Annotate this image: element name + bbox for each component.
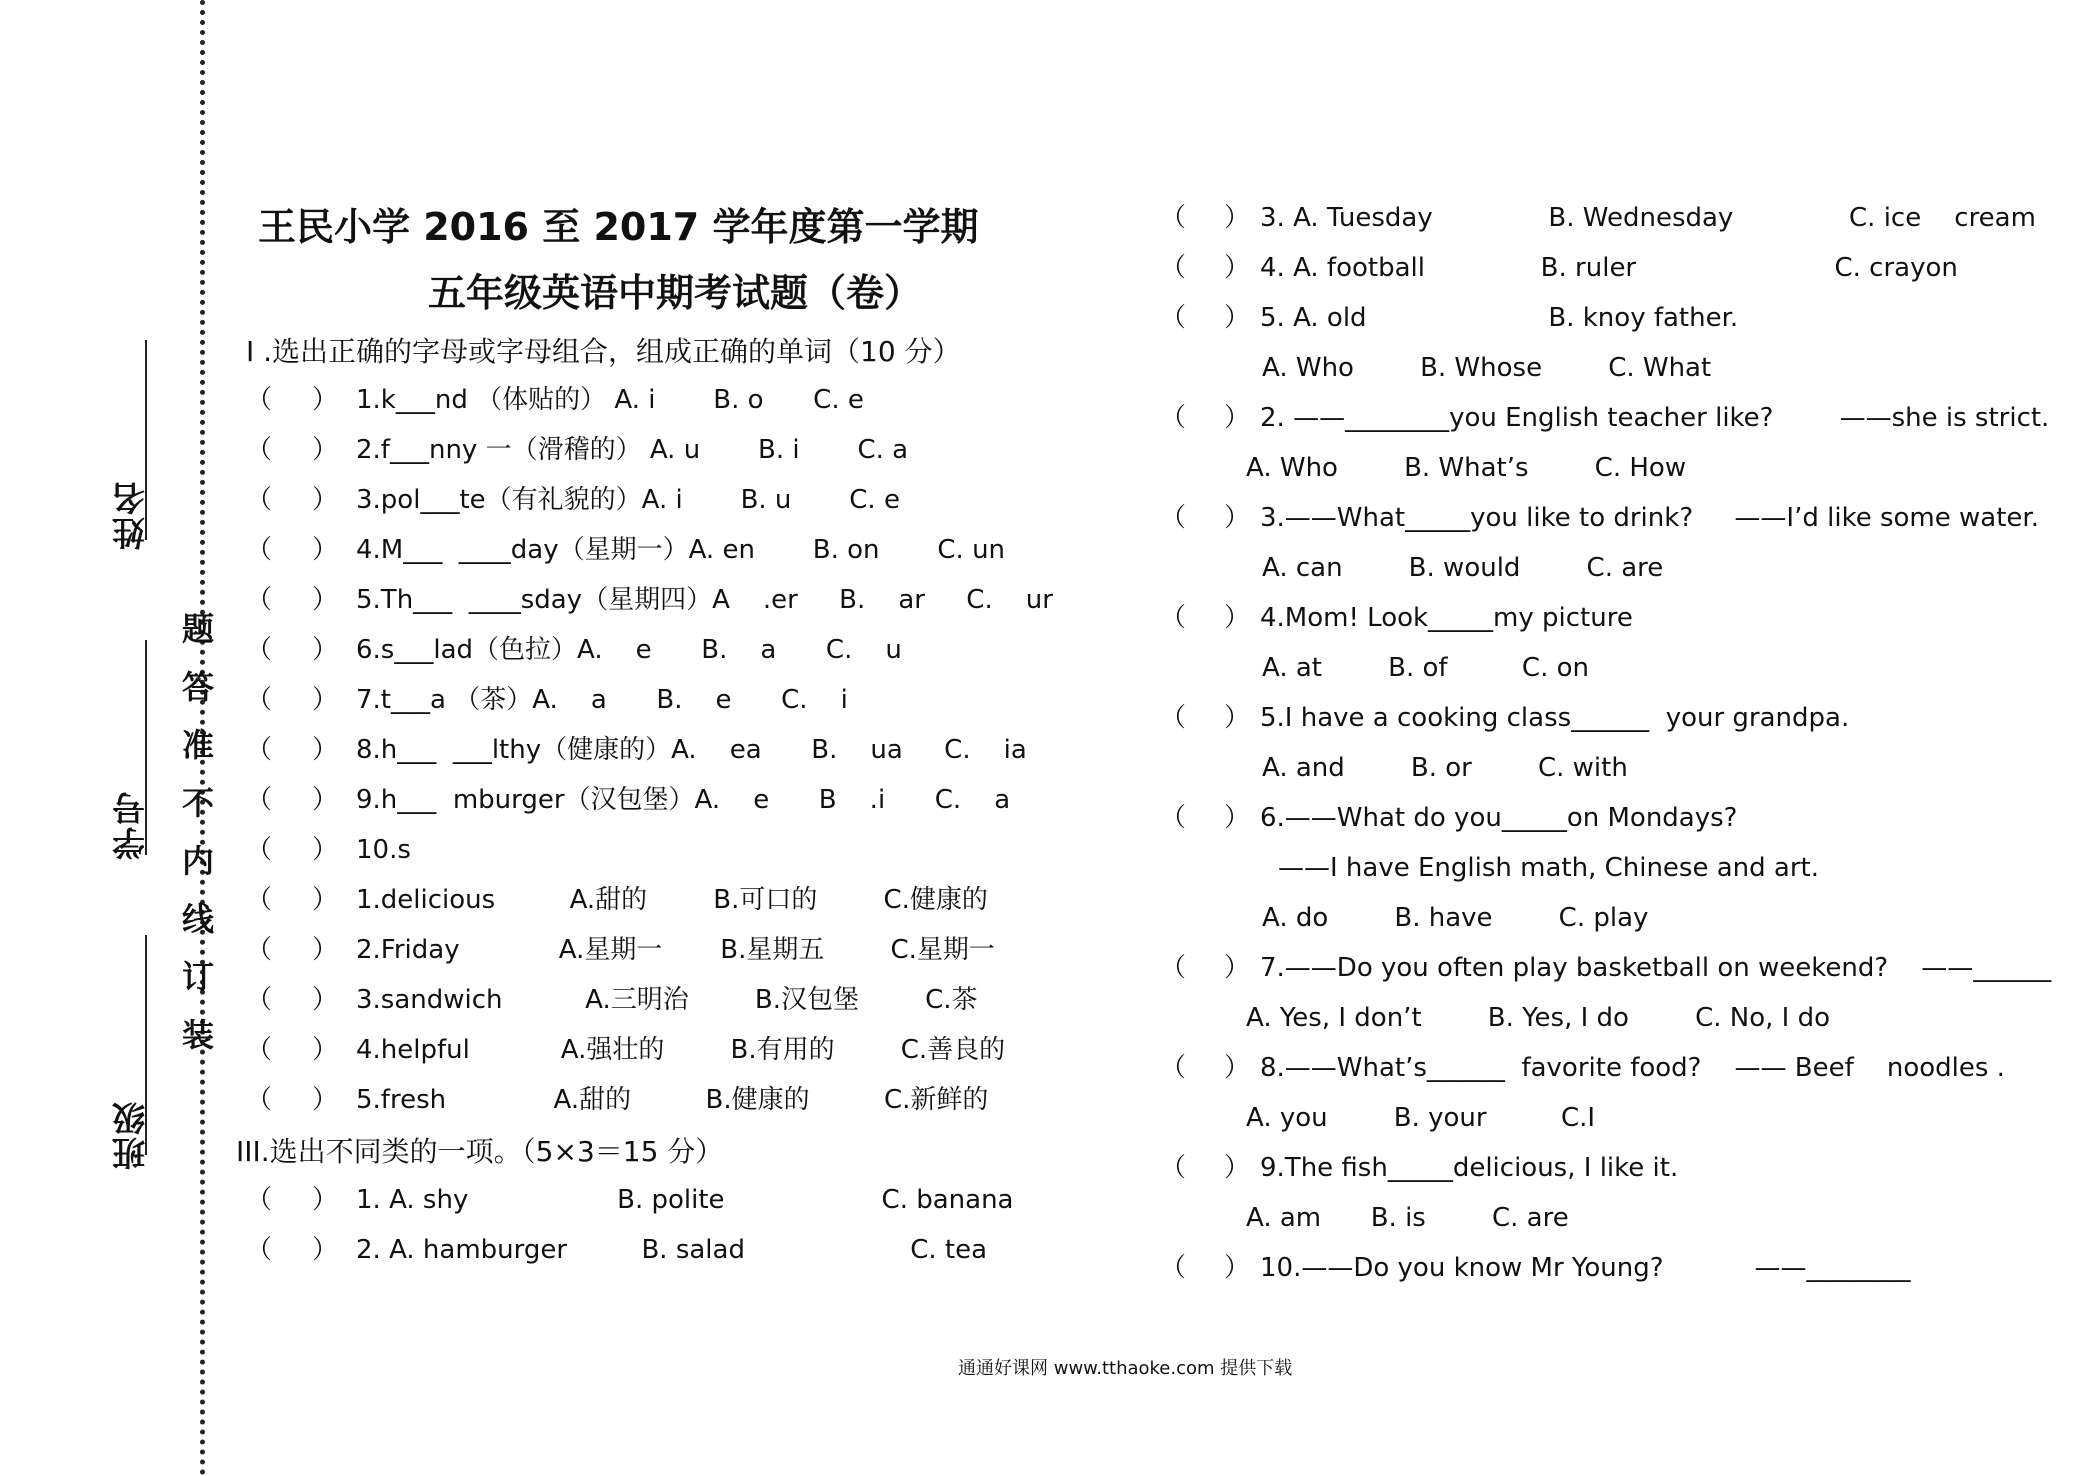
answer-paren-close: ） — [312, 735, 339, 765]
answer-paren-open: （ — [246, 535, 273, 565]
answer-paren-close: ） — [312, 1235, 339, 1265]
answer-paren-close: ） — [312, 385, 339, 415]
answer-paren-close: ） — [1224, 603, 1251, 633]
question-text: 2. A. hamburger B. salad C. tea — [356, 1235, 988, 1265]
class-fill-line — [145, 935, 147, 1155]
question-row — [246, 630, 1146, 670]
question-text: ——I have English math, Chinese and art. — [1278, 853, 1819, 883]
answer-paren-open: （ — [246, 435, 273, 465]
answer-paren-close: ） — [312, 435, 339, 465]
answer-paren-open: （ — [246, 1035, 273, 1065]
warning-char: 准 — [181, 726, 214, 764]
question-text: 5. A. old B. knoy father. — [1260, 303, 1739, 333]
answer-paren-open: （ — [246, 735, 273, 765]
section3-title: III.选出不同类的一项。（5×3＝15 分） — [236, 1135, 724, 1168]
answer-paren-close: ） — [312, 885, 339, 915]
question-row — [1160, 798, 2060, 838]
question-text: A. Who B. Whose C. What — [1262, 353, 1712, 383]
answer-paren-open: （ — [1160, 603, 1187, 633]
answer-paren-open: （ — [246, 985, 273, 1015]
answer-paren-close: ） — [312, 685, 339, 715]
answer-paren-open: （ — [1160, 403, 1187, 433]
answer-paren-open: （ — [246, 685, 273, 715]
answer-paren-close: ） — [1224, 1153, 1251, 1183]
question-row — [246, 530, 1146, 570]
question-text: 3.sandwich A.三明治 B.汉包堡 C.茶 — [356, 985, 978, 1015]
question-text: 4.Mom! Look_____my picture — [1260, 603, 1633, 633]
question-text: A. can B. would C. are — [1262, 553, 1664, 583]
answer-paren-open: （ — [1160, 253, 1187, 283]
class-label: 班级 — [111, 1100, 150, 1170]
answer-paren-close: ） — [312, 535, 339, 565]
question-row — [1160, 598, 2060, 638]
answer-paren-open: （ — [1160, 1253, 1187, 1283]
question-row — [1262, 648, 2091, 688]
answer-paren-close: ） — [1224, 953, 1251, 983]
student-id-fill-line — [145, 640, 147, 855]
question-text: 3.pol___te（有礼貌的）A. i B. u C. e — [356, 485, 900, 515]
question-text: A. Yes, I don’t B. Yes, I do C. No, I do — [1246, 1003, 1830, 1033]
name-label: 姓名 — [111, 480, 150, 550]
answer-paren-open: （ — [246, 635, 273, 665]
question-text: A. you B. your C.I — [1246, 1103, 1596, 1133]
answer-paren-close: ） — [312, 835, 339, 865]
question-text: 2. ——________you English teacher like? ——she is strict. — [1260, 403, 2050, 433]
question-row — [246, 580, 1146, 620]
answer-paren-close: ） — [312, 1035, 339, 1065]
question-row — [1160, 1248, 2060, 1288]
question-row — [246, 1080, 1146, 1120]
question-text: A. Who B. What’s C. How — [1246, 453, 1687, 483]
answer-paren-open: （ — [246, 835, 273, 865]
answer-paren-open: （ — [246, 785, 273, 815]
question-text: 10.s — [356, 835, 411, 865]
question-row — [1160, 248, 2060, 288]
question-row — [1262, 348, 2091, 388]
question-text: 5.Th___ ____sday（星期四）A .er B. ar C. ur — [356, 585, 1053, 615]
warning-char: 答 — [181, 668, 214, 706]
question-text: 3.——What_____you like to drink? ——I’d like some water. — [1260, 503, 2039, 533]
answer-paren-open: （ — [246, 585, 273, 615]
answer-paren-open: （ — [246, 385, 273, 415]
question-text: 8.——What’s______ favorite food? —— Beef noodles . — [1260, 1053, 2005, 1083]
question-text: 9.The fish_____delicious, I like it. — [1260, 1153, 1679, 1183]
answer-paren-close: ） — [1224, 1053, 1251, 1083]
question-text: 1. A. shy B. polite C. banana — [356, 1185, 1014, 1215]
answer-paren-open: （ — [1160, 1053, 1187, 1083]
question-text: 3. A. Tuesday B. Wednesday C. ice cream — [1260, 203, 2036, 233]
answer-paren-open: （ — [246, 885, 273, 915]
question-row — [246, 830, 1146, 870]
warning-char: 内 — [181, 842, 214, 880]
question-row — [1160, 1148, 2060, 1188]
question-text: 6.——What do you_____on Mondays? — [1260, 803, 1738, 833]
answer-paren-open: （ — [246, 1235, 273, 1265]
question-row — [246, 680, 1146, 720]
question-row — [1160, 698, 2060, 738]
question-row — [1160, 948, 2060, 988]
answer-paren-open: （ — [1160, 803, 1187, 833]
question-text: 4. A. football B. ruler C. crayon — [1260, 253, 1958, 283]
answer-paren-close: ） — [312, 1085, 339, 1115]
question-row — [1262, 548, 2091, 588]
answer-paren-close: ） — [312, 485, 339, 515]
question-text: 9.h___ mburger（汉包堡）A. e B .i C. a — [356, 785, 1011, 815]
answer-paren-open: （ — [1160, 953, 1187, 983]
answer-paren-close: ） — [1224, 303, 1251, 333]
section1-title: I .选出正确的字母或字母组合，组成正确的单词（10 分） — [246, 335, 961, 368]
question-row — [1160, 298, 2060, 338]
question-text: 4.helpful A.强壮的 B.有用的 C.善良的 — [356, 1035, 1006, 1065]
answer-paren-open: （ — [1160, 303, 1187, 333]
answer-paren-open: （ — [1160, 203, 1187, 233]
question-row — [246, 380, 1146, 420]
question-text: 8.h___ ___lthy（健康的）A. ea B. ua C. ia — [356, 735, 1027, 765]
exam-title-line2: 五年级英语中期考试题（卷） — [428, 271, 923, 315]
answer-paren-close: ） — [312, 585, 339, 615]
answer-paren-open: （ — [1160, 703, 1187, 733]
warning-char: 题 — [181, 610, 214, 648]
question-text: A. do B. have C. play — [1262, 903, 1649, 933]
student-id-label: 学号 — [111, 790, 150, 860]
question-row — [1262, 748, 2091, 788]
question-row — [1246, 1198, 2091, 1238]
answer-paren-open: （ — [246, 485, 273, 515]
question-row — [1246, 448, 2091, 488]
question-text: 5.fresh A.甜的 B.健康的 C.新鲜的 — [356, 1085, 989, 1115]
question-row — [246, 480, 1146, 520]
answer-paren-close: ） — [1224, 253, 1251, 283]
question-text: 2.f___nny 一（滑稽的） A. u B. i C. a — [356, 435, 909, 465]
answer-paren-close: ） — [312, 635, 339, 665]
answer-paren-open: （ — [246, 1085, 273, 1115]
name-fill-line — [145, 340, 147, 540]
question-row — [246, 1180, 1146, 1220]
question-text: A. at B. of C. on — [1262, 653, 1589, 683]
warning-char: 装 — [181, 1016, 214, 1054]
answer-paren-open: （ — [246, 1185, 273, 1215]
exam-title-line1: 王民小学 2016 至 2017 学年度第一学期 — [258, 205, 979, 249]
question-row — [246, 1030, 1146, 1070]
question-text: A. am B. is C. are — [1246, 1203, 1569, 1233]
answer-paren-open: （ — [1160, 503, 1187, 533]
question-row — [1246, 1098, 2091, 1138]
answer-paren-close: ） — [1224, 703, 1251, 733]
question-text: 7.——Do you often play basketball on weekend? ——______ — [1260, 953, 2052, 983]
question-text: 1.k___nd （体贴的） A. i B. o C. e — [356, 385, 864, 415]
question-row — [1160, 498, 2060, 538]
answer-paren-close: ） — [1224, 203, 1251, 233]
question-row — [246, 930, 1146, 970]
answer-paren-close: ） — [1224, 503, 1251, 533]
question-row — [1262, 898, 2091, 938]
question-row — [246, 1230, 1146, 1270]
question-text: 2.Friday A.星期一 B.星期五 C.星期一 — [356, 935, 995, 965]
question-row — [246, 980, 1146, 1020]
answer-paren-close: ） — [1224, 803, 1251, 833]
question-row — [1160, 198, 2060, 238]
question-text: 4.M___ ____day（星期一）A. en B. on C. un — [356, 535, 1006, 565]
answer-paren-close: ） — [312, 785, 339, 815]
question-row — [246, 430, 1146, 470]
question-text: 7.t___a （茶）A. a B. e C. i — [356, 685, 848, 715]
question-text: 10.——Do you know Mr Young? ——________ — [1260, 1253, 1911, 1283]
question-row — [1160, 398, 2060, 438]
answer-paren-open: （ — [1160, 1153, 1187, 1183]
answer-paren-close: ） — [1224, 1253, 1251, 1283]
answer-paren-close: ） — [312, 1185, 339, 1215]
question-row — [246, 730, 1146, 770]
answer-paren-close: ） — [312, 985, 339, 1015]
question-text: 5.I have a cooking class______ your grandpa. — [1260, 703, 1850, 733]
footer-source: 通通好课网 www.tthaoke.com 提供下载 — [958, 1358, 1293, 1379]
question-row — [1246, 998, 2091, 1038]
answer-paren-close: ） — [312, 935, 339, 965]
binding-warning — [178, 600, 218, 1064]
question-text: A. and B. or C. with — [1262, 753, 1628, 783]
question-row — [246, 780, 1146, 820]
answer-paren-close: ） — [1224, 403, 1251, 433]
question-row — [246, 880, 1146, 920]
warning-char: 线 — [181, 900, 214, 938]
question-row — [1278, 848, 2091, 888]
question-text: 6.s___lad（色拉）A. e B. a C. u — [356, 635, 902, 665]
warning-char: 不 — [181, 784, 214, 822]
question-row — [1160, 1048, 2060, 1088]
answer-paren-open: （ — [246, 935, 273, 965]
question-text: 1.delicious A.甜的 B.可口的 C.健康的 — [356, 885, 988, 915]
warning-char: 订 — [181, 958, 214, 996]
